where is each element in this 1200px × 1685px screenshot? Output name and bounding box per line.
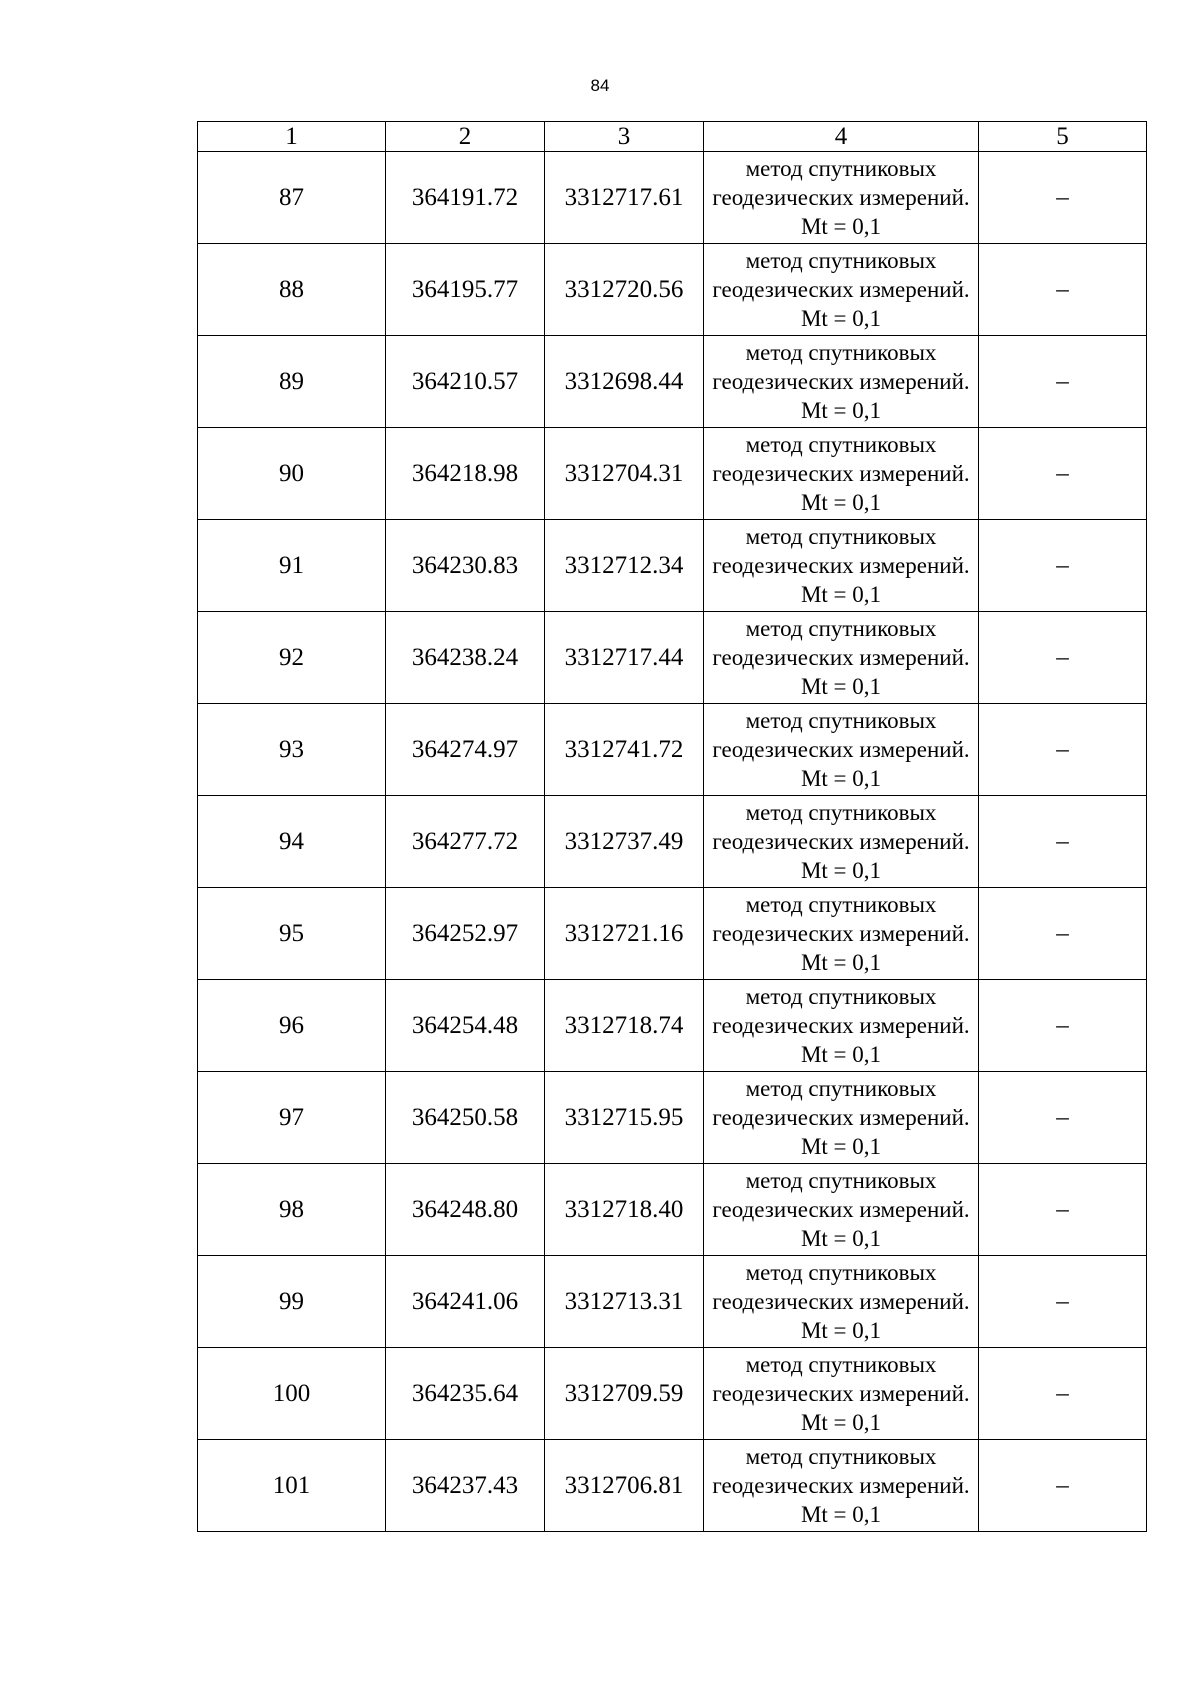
column-header-4: 4	[704, 122, 979, 152]
header-row	[198, 122, 1147, 152]
table-row	[198, 1072, 1147, 1164]
table-row	[198, 612, 1147, 704]
table-row	[198, 520, 1147, 612]
table-body	[198, 152, 1147, 1532]
column-header-1: 1	[198, 122, 386, 152]
method-cell: метод спутниковых геодезических измерений. Mt = 0,1	[704, 1440, 979, 1532]
note-cell: –	[979, 796, 1147, 888]
y-coordinate-cell: 3312718.40	[545, 1164, 704, 1256]
x-coordinate-cell: 364230.83	[386, 520, 545, 612]
table-row	[198, 796, 1147, 888]
method-cell: метод спутниковых геодезических измерений. Mt = 0,1	[704, 336, 979, 428]
coordinates-table	[197, 121, 1147, 1532]
page-number: 84	[590, 76, 610, 95]
table-row	[198, 888, 1147, 980]
table-row	[198, 428, 1147, 520]
y-coordinate-cell: 3312737.49	[545, 796, 704, 888]
method-cell: метод спутниковых геодезических измерений. Mt = 0,1	[704, 612, 979, 704]
point-number-cell: 90	[198, 428, 386, 520]
x-coordinate-cell: 364274.97	[386, 704, 545, 796]
method-cell: метод спутниковых геодезических измерений. Mt = 0,1	[704, 244, 979, 336]
note-cell: –	[979, 704, 1147, 796]
x-coordinate-cell: 364210.57	[386, 336, 545, 428]
y-coordinate-cell: 3312717.61	[545, 152, 704, 244]
table-row	[198, 244, 1147, 336]
method-cell: метод спутниковых геодезических измерений. Mt = 0,1	[704, 980, 979, 1072]
note-cell: –	[979, 1072, 1147, 1164]
method-cell: метод спутниковых геодезических измерений. Mt = 0,1	[704, 888, 979, 980]
note-cell: –	[979, 1440, 1147, 1532]
table-row	[198, 336, 1147, 428]
method-cell: метод спутниковых геодезических измерений. Mt = 0,1	[704, 1072, 979, 1164]
y-coordinate-cell: 3312721.16	[545, 888, 704, 980]
y-coordinate-cell: 3312713.31	[545, 1256, 704, 1348]
y-coordinate-cell: 3312715.95	[545, 1072, 704, 1164]
point-number-cell: 98	[198, 1164, 386, 1256]
y-coordinate-cell: 3312709.59	[545, 1348, 704, 1440]
y-coordinate-cell: 3312717.44	[545, 612, 704, 704]
point-number-cell: 88	[198, 244, 386, 336]
x-coordinate-cell: 364195.77	[386, 244, 545, 336]
note-cell: –	[979, 152, 1147, 244]
y-coordinate-cell: 3312704.31	[545, 428, 704, 520]
column-header-5: 5	[979, 122, 1147, 152]
method-cell: метод спутниковых геодезических измерений. Mt = 0,1	[704, 428, 979, 520]
x-coordinate-cell: 364277.72	[386, 796, 545, 888]
point-number-cell: 99	[198, 1256, 386, 1348]
point-number-cell: 97	[198, 1072, 386, 1164]
column-header-3: 3	[545, 122, 704, 152]
x-coordinate-cell: 364238.24	[386, 612, 545, 704]
y-coordinate-cell: 3312720.56	[545, 244, 704, 336]
method-cell: метод спутниковых геодезических измерений. Mt = 0,1	[704, 1164, 979, 1256]
method-cell: метод спутниковых геодезических измерений. Mt = 0,1	[704, 1348, 979, 1440]
note-cell: –	[979, 1164, 1147, 1256]
point-number-cell: 91	[198, 520, 386, 612]
x-coordinate-cell: 364235.64	[386, 1348, 545, 1440]
note-cell: –	[979, 888, 1147, 980]
x-coordinate-cell: 364248.80	[386, 1164, 545, 1256]
point-number-cell: 101	[198, 1440, 386, 1532]
method-cell: метод спутниковых геодезических измерений. Mt = 0,1	[704, 704, 979, 796]
point-number-cell: 93	[198, 704, 386, 796]
method-cell: метод спутниковых геодезических измерений. Mt = 0,1	[704, 520, 979, 612]
x-coordinate-cell: 364252.97	[386, 888, 545, 980]
note-cell: –	[979, 520, 1147, 612]
point-number-cell: 96	[198, 980, 386, 1072]
note-cell: –	[979, 980, 1147, 1072]
table-row	[198, 704, 1147, 796]
x-coordinate-cell: 364241.06	[386, 1256, 545, 1348]
table-row	[198, 1256, 1147, 1348]
x-coordinate-cell: 364250.58	[386, 1072, 545, 1164]
point-number-cell: 92	[198, 612, 386, 704]
y-coordinate-cell: 3312741.72	[545, 704, 704, 796]
table-row	[198, 1440, 1147, 1532]
method-cell: метод спутниковых геодезических измерений. Mt = 0,1	[704, 796, 979, 888]
point-number-cell: 94	[198, 796, 386, 888]
method-cell: метод спутниковых геодезических измерений. Mt = 0,1	[704, 152, 979, 244]
y-coordinate-cell: 3312718.74	[545, 980, 704, 1072]
x-coordinate-cell: 364254.48	[386, 980, 545, 1072]
note-cell: –	[979, 428, 1147, 520]
table-row	[198, 1348, 1147, 1440]
note-cell: –	[979, 244, 1147, 336]
column-header-2: 2	[386, 122, 545, 152]
point-number-cell: 87	[198, 152, 386, 244]
x-coordinate-cell: 364218.98	[386, 428, 545, 520]
table-header	[198, 122, 1147, 152]
note-cell: –	[979, 336, 1147, 428]
method-cell: метод спутниковых геодезических измерений. Mt = 0,1	[704, 1256, 979, 1348]
table-row	[198, 1164, 1147, 1256]
y-coordinate-cell: 3312706.81	[545, 1440, 704, 1532]
y-coordinate-cell: 3312698.44	[545, 336, 704, 428]
note-cell: –	[979, 1348, 1147, 1440]
point-number-cell: 95	[198, 888, 386, 980]
x-coordinate-cell: 364191.72	[386, 152, 545, 244]
table-row	[198, 152, 1147, 244]
table-row	[198, 980, 1147, 1072]
x-coordinate-cell: 364237.43	[386, 1440, 545, 1532]
y-coordinate-cell: 3312712.34	[545, 520, 704, 612]
point-number-cell: 89	[198, 336, 386, 428]
note-cell: –	[979, 1256, 1147, 1348]
point-number-cell: 100	[198, 1348, 386, 1440]
note-cell: –	[979, 612, 1147, 704]
